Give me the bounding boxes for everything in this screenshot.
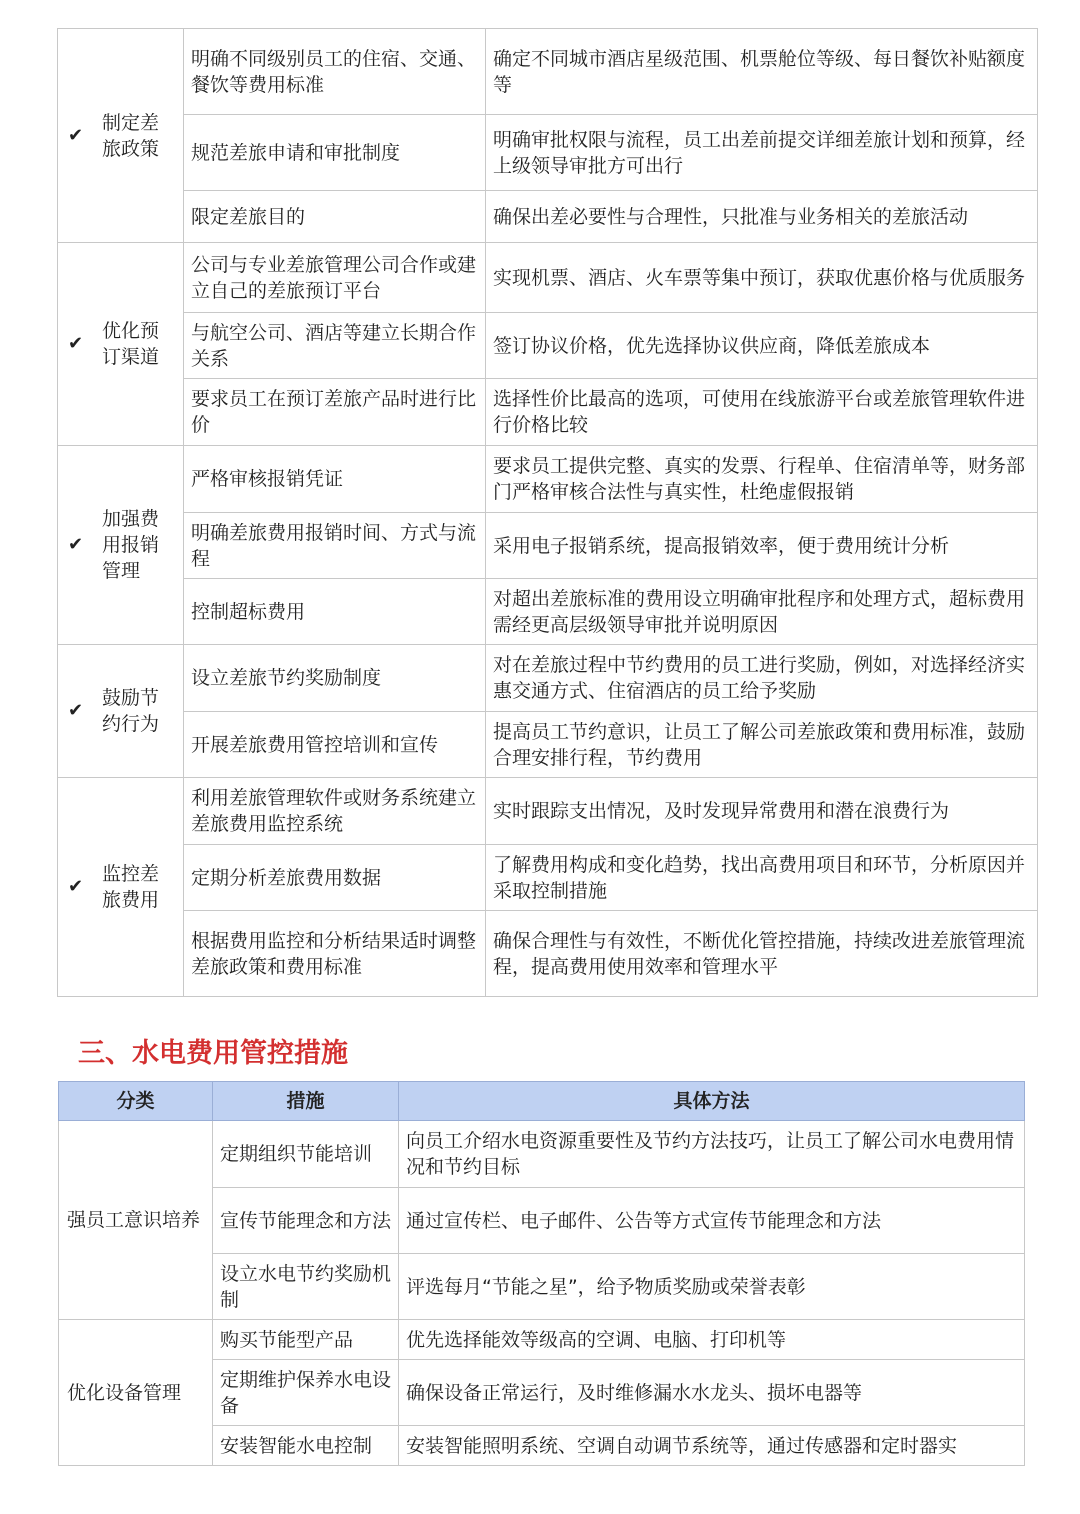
- table-row: [58, 712, 1038, 778]
- method-cell: 安装智能照明系统、空调自动调节系统等，通过传感器和定时器实: [399, 1426, 1025, 1466]
- category-cell: [58, 446, 184, 645]
- column-header: 分类: [59, 1082, 213, 1121]
- utility-cost-table: [58, 1081, 1025, 1466]
- category-label: 优化预订渠道: [102, 320, 160, 368]
- category-label: 监控差旅费用: [102, 863, 160, 911]
- table-row: [58, 29, 1038, 115]
- category-cell: [58, 243, 184, 446]
- measure-cell: 设立水电节约奖励机制: [213, 1254, 399, 1320]
- table-row: [58, 191, 1038, 243]
- method-cell: 评选每月“节能之星”，给予物质奖励或荣誉表彰: [399, 1254, 1025, 1320]
- method-cell: 确保设备正常运行，及时维修漏水水龙头、损坏电器等: [399, 1360, 1025, 1426]
- method-cell: 确定不同城市酒店星级范围、机票舱位等级、每日餐饮补贴额度等: [486, 29, 1038, 115]
- column-header: 措施: [213, 1082, 399, 1121]
- method-cell: 了解费用构成和变化趋势，找出高费用项目和环节，分析原因并采取控制措施: [486, 845, 1038, 911]
- table-row: [58, 778, 1038, 845]
- measure-cell: 设立差旅节约奖励制度: [184, 645, 486, 712]
- category-cell: [58, 778, 184, 997]
- method-cell: 提高员工节约意识，让员工了解公司差旅政策和费用标准，鼓励合理安排行程，节约费用: [486, 712, 1038, 778]
- table-row: [58, 845, 1038, 911]
- category-cell: 优化设备管理: [59, 1320, 213, 1466]
- method-cell: 对超出差旅标准的费用设立明确审批程序和处理方式，超标费用需经更高层级领导审批并说明原因: [486, 579, 1038, 645]
- check-icon: ✔: [68, 700, 84, 721]
- method-cell: 对在差旅过程中节约费用的员工进行奖励，例如，对选择经济实惠交通方式、住宿酒店的员工给予奖励: [486, 645, 1038, 712]
- measure-cell: 严格审核报销凭证: [184, 446, 486, 513]
- measure-cell: 要求员工在预订差旅产品时进行比价: [184, 379, 486, 446]
- category-cell: 强员工意识培养: [59, 1121, 213, 1320]
- measure-cell: 控制超标费用: [184, 579, 486, 645]
- check-icon: ✔: [68, 534, 84, 555]
- method-cell: 通过宣传栏、电子邮件、公告等方式宣传节能理念和方法: [399, 1188, 1025, 1254]
- category-cell: [58, 645, 184, 778]
- measure-cell: 安装智能水电控制: [213, 1426, 399, 1466]
- table-row: [58, 446, 1038, 513]
- table-row: [58, 911, 1038, 997]
- check-icon: ✔: [68, 333, 84, 354]
- measure-cell: 购买节能型产品: [213, 1320, 399, 1360]
- method-cell: 实时跟踪支出情况，及时发现异常费用和潜在浪费行为: [486, 778, 1038, 845]
- travel-cost-table: [57, 28, 1038, 997]
- table-row: [58, 579, 1038, 645]
- measure-cell: 规范差旅申请和审批制度: [184, 115, 486, 191]
- method-cell: 确保合理性与有效性，不断优化管控措施，持续改进差旅管理流程，提高费用使用效率和管理水平: [486, 911, 1038, 997]
- method-cell: 要求员工提供完整、真实的发票、行程单、住宿清单等，财务部门严格审核合法性与真实性，杜绝虚假报销: [486, 446, 1038, 513]
- method-cell: 选择性价比最高的选项，可使用在线旅游平台或差旅管理软件进行价格比较: [486, 379, 1038, 446]
- method-cell: 明确审批权限与流程，员工出差前提交详细差旅计划和预算，经上级领导审批方可出行: [486, 115, 1038, 191]
- method-cell: 签订协议价格，优先选择协议供应商，降低差旅成本: [486, 313, 1038, 379]
- category-label: 加强费用报销管理: [102, 508, 160, 582]
- category-cell: [58, 29, 184, 243]
- measure-cell: 明确不同级别员工的住宿、交通、餐饮等费用标准: [184, 29, 486, 115]
- method-cell: 实现机票、酒店、火车票等集中预订，获取优惠价格与优质服务: [486, 243, 1038, 313]
- measure-cell: 定期分析差旅费用数据: [184, 845, 486, 911]
- measure-cell: 与航空公司、酒店等建立长期合作关系: [184, 313, 486, 379]
- category-label: 鼓励节约行为: [102, 687, 160, 735]
- table-row: [58, 115, 1038, 191]
- measure-cell: 定期维护保养水电设备: [213, 1360, 399, 1426]
- table-row: [58, 313, 1038, 379]
- table-row: [58, 379, 1038, 446]
- measure-cell: 根据费用监控和分析结果适时调整差旅政策和费用标准: [184, 911, 486, 997]
- column-header: 具体方法: [399, 1082, 1025, 1121]
- table-row: [59, 1121, 1025, 1188]
- check-icon: ✔: [68, 876, 84, 897]
- table-row: [58, 513, 1038, 579]
- table-row: [59, 1320, 1025, 1360]
- measure-cell: 利用差旅管理软件或财务系统建立差旅费用监控系统: [184, 778, 486, 845]
- method-cell: 向员工介绍水电资源重要性及节约方法技巧，让员工了解公司水电费用情况和节约目标: [399, 1121, 1025, 1188]
- check-icon: ✔: [68, 124, 84, 146]
- measure-cell: 明确差旅费用报销时间、方式与流程: [184, 513, 486, 579]
- method-cell: 采用电子报销系统，提高报销效率，便于费用统计分析: [486, 513, 1038, 579]
- category-label: 制定差旅政策: [102, 111, 160, 160]
- measure-cell: 公司与专业差旅管理公司合作或建立自己的差旅预订平台: [184, 243, 486, 313]
- method-cell: 优先选择能效等级高的空调、电脑、打印机等: [399, 1320, 1025, 1360]
- table-row: [58, 645, 1038, 712]
- method-cell: 确保出差必要性与合理性，只批准与业务相关的差旅活动: [486, 191, 1038, 243]
- measure-cell: 定期组织节能培训: [213, 1121, 399, 1188]
- section-title: 三、水电费用管控措施: [78, 1038, 348, 1069]
- table-header-row: [59, 1082, 1025, 1121]
- measure-cell: 宣传节能理念和方法: [213, 1188, 399, 1254]
- measure-cell: 限定差旅目的: [184, 191, 486, 243]
- table-row: [58, 243, 1038, 313]
- measure-cell: 开展差旅费用管控培训和宣传: [184, 712, 486, 778]
